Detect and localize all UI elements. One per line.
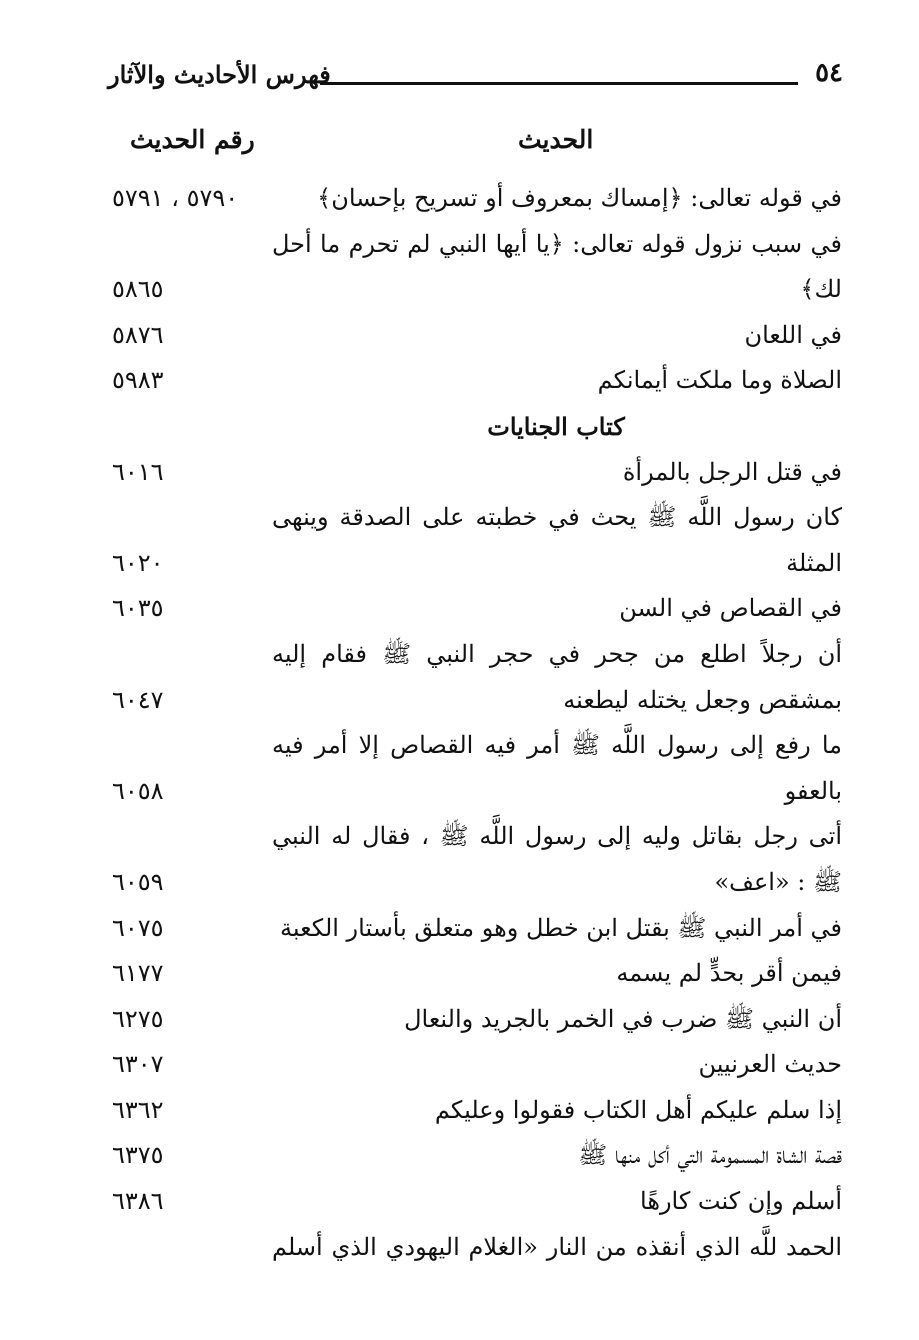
entry-text: أن رجلاً اطلع من جحر في حجر النبي ﷺ فقام إليه — [272, 639, 842, 668]
entry-text: لك﴾ — [800, 275, 842, 304]
index-line — [100, 997, 842, 1043]
entry-text: في أمر النبي ﷺ بقتل ابن خطل وهو متعلق بأستار الكعبة — [280, 913, 842, 942]
entry-text: في قوله تعالى: ﴿إمساك بمعروف أو تسريح بإحسان﴾ — [317, 184, 842, 212]
entry-number: ٦٢٧٥ — [112, 1004, 164, 1033]
entry-number: ٦٠٤٧ — [112, 685, 164, 714]
running-header — [108, 58, 843, 98]
index-line — [100, 632, 842, 678]
entry-text: فيمن أقر بحدٍّ لم يسمه — [616, 959, 842, 988]
entry-number: ٦٠٧٥ — [112, 913, 164, 942]
entry-number: ٦٣٨٦ — [112, 1187, 164, 1216]
index-entries — [100, 176, 842, 1270]
index-line — [100, 1225, 842, 1271]
column-heading-number: رقم الحديث — [130, 125, 255, 154]
index-line — [100, 860, 842, 906]
entry-text: في القصاص في السن — [619, 594, 842, 623]
index-line — [100, 495, 842, 541]
entry-number: ٥٩٨٣ — [112, 366, 164, 395]
index-line — [100, 358, 842, 404]
index-line — [100, 1179, 842, 1225]
entry-text: ﷺ : «اعف» — [714, 867, 842, 896]
entry-text: في اللعان — [744, 320, 842, 349]
entry-number: ٦٠٥٨ — [112, 776, 164, 805]
index-line — [100, 1042, 842, 1088]
entry-number: ٦٠٢٠ — [112, 548, 164, 577]
entry-text: ما رفع إلى رسول اللَّه ﷺ أمر فيه القصاص إلا أمر فيه — [272, 731, 842, 760]
header-title: فهرس الأحاديث والآثار — [108, 60, 331, 89]
index-line — [100, 906, 842, 952]
index-line — [100, 1133, 842, 1179]
entry-number: ٦٣٧٥ — [112, 1141, 164, 1170]
index-line — [100, 450, 842, 496]
page-number: ٥٤ — [815, 58, 843, 88]
index-line — [100, 951, 842, 997]
index-line — [100, 678, 842, 724]
entry-number: ٦٣٠٧ — [112, 1050, 164, 1079]
entry-number: ٦٠٥٩ — [112, 867, 164, 896]
index-line — [100, 814, 842, 860]
entry-number: ٦١٧٧ — [112, 959, 164, 988]
entry-text: أسلم وإن كنت كارهًا — [640, 1187, 842, 1216]
entry-text: الصلاة وما ملكت أيمانكم — [597, 366, 842, 395]
entry-text: في قتل الرجل بالمرأة — [622, 457, 842, 486]
entry-number: ٦٠٣٥ — [112, 594, 164, 623]
entry-text: الحمد للَّه الذي أنقذه من النار «الغلام اليهودي الذي أسلم — [272, 1232, 842, 1261]
index-line — [100, 541, 842, 587]
entry-number: ٥٨٦٥ — [112, 275, 164, 304]
entry-number: ٥٨٧٦ — [112, 320, 164, 349]
index-line — [100, 586, 842, 632]
entry-text: في سبب نزول قوله تعالى: ﴿يا أيها النبي لم تحرم ما أحل — [272, 229, 842, 258]
entry-text: كان رسول اللَّه ﷺ يحث في خطبته على الصدقة وينهى — [272, 503, 842, 532]
index-line — [100, 769, 842, 815]
header-rule — [320, 82, 798, 85]
entry-number: ٥٧٩٠ ، ٥٧٩١ — [112, 184, 239, 212]
index-line — [100, 222, 842, 268]
entry-number: ٦٣٦٢ — [112, 1095, 164, 1124]
section-title: كتاب الجنايات — [487, 411, 625, 441]
index-line — [100, 267, 842, 313]
index-line — [100, 1088, 842, 1134]
entry-text: بالعفو — [784, 776, 842, 805]
index-line — [100, 313, 842, 359]
index-line — [100, 723, 842, 769]
section-heading — [100, 404, 842, 450]
entry-number: ٦٠١٦ — [112, 457, 164, 486]
entry-text: قصة الشاة المسمومة التي أكل منها ﷺ — [578, 1141, 842, 1170]
index-line — [100, 176, 842, 222]
entry-text: حديث العرنيين — [698, 1050, 842, 1079]
entry-text: بمشقص وجعل يختله ليطعنه — [563, 685, 842, 714]
entry-text: إذا سلم عليكم أهل الكتاب فقولوا وعليكم — [434, 1095, 842, 1124]
entry-text: المثلة — [786, 548, 842, 577]
entry-text: أتى رجل بقاتل وليه إلى رسول اللَّه ﷺ ، فقال له النبي — [272, 822, 842, 851]
entry-text: أن النبي ﷺ ضرب في الخمر بالجريد والنعال — [404, 1004, 842, 1033]
column-heading-hadith: الحديث — [518, 125, 594, 154]
